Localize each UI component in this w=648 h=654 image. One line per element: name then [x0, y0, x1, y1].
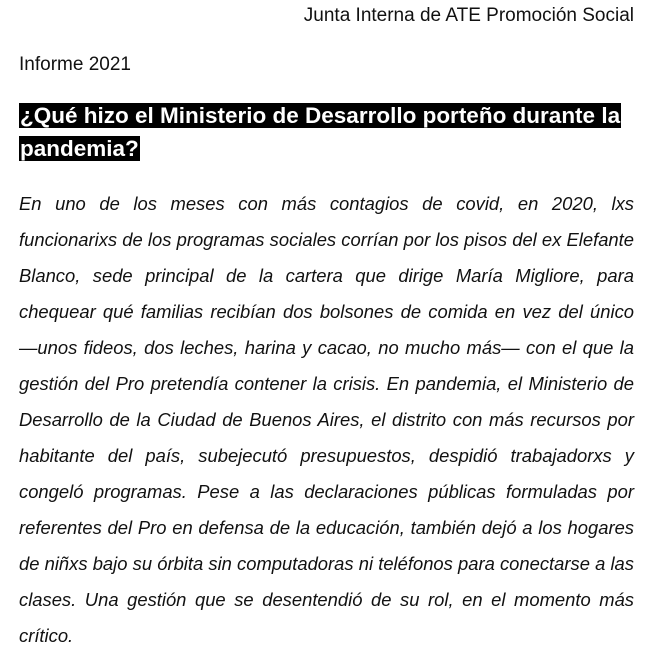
report-label: Informe 2021: [19, 54, 131, 75]
headline-text: ¿Qué hizo el Ministerio de Desarrollo porteño durante la pandemia?: [20, 103, 621, 161]
headline: [19, 99, 634, 165]
organization-header: Junta Interna de ATE Promoción Social: [303, 5, 634, 26]
body-paragraph: En uno de los meses con más contagios de covid, en 2020, lxs funcionarixs de los programas sociales corrían por los pisos del ex Elefante Blanco, sede principal de la cartera que dirige María Migliore, para chequear qué familias recibían dos bolsones de comida en vez del único —unos fideos, dos leches, harina y cacao, no mucho más— con el que la gestión del Pro pretendía contener la crisis. En pandemia, el Ministerio de Desarrollo de la Ciudad de Buenos Aires, el distrito con más recursos por habitante del país, subejecutó presupuestos, despidió trabajadorxs y congeló programas. Pese a las declaraciones públicas formuladas por referentes del Pro en defensa de la educación, también dejó a los hogares de niñxs bajo su órbita sin computadoras ni teléfonos para conectarse a las clases. Una gestión que se desentendió de su rol, en el momento más crítico.: [19, 193, 634, 646]
